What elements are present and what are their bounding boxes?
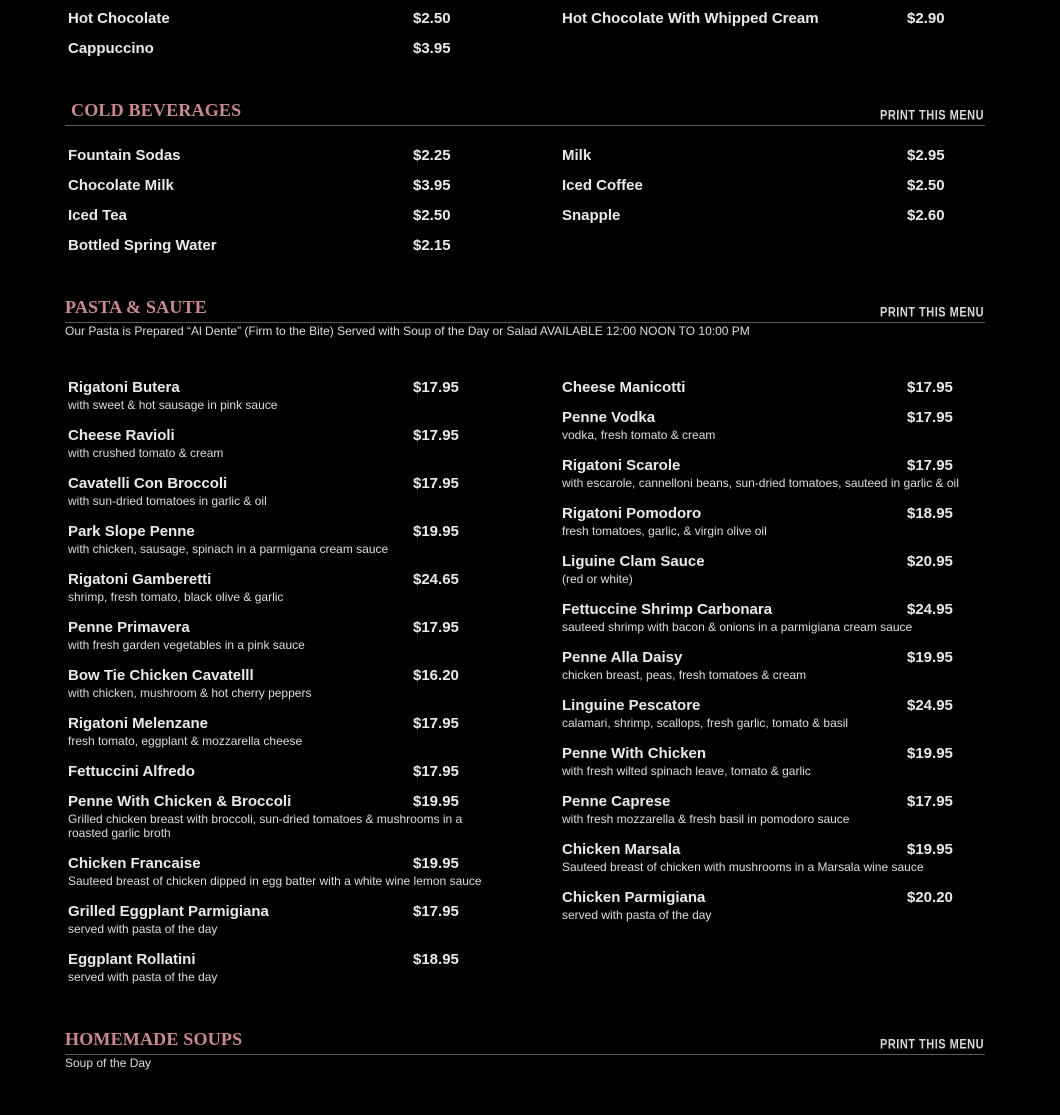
menu-item-name: Cappuccino xyxy=(68,40,154,57)
section-divider xyxy=(65,1054,985,1055)
menu-item-name: Linguine Pescatore xyxy=(562,697,701,714)
section-subtitle: Our Pasta is Prepared “Al Dente” (Firm to the Bite) Served with Soup of the Day or Salad AVAILABLE 12:00 NOON TO 10:00 PM xyxy=(65,324,750,338)
section-title: HOMEMADE SOUPS xyxy=(65,1029,243,1049)
menu-item-name: Fettuccini Alfredo xyxy=(68,763,195,780)
menu-item-desc: with sun-dried tomatoes in garlic & oil xyxy=(68,494,267,508)
menu-item-desc: with fresh garden vegetables in a pink sauce xyxy=(68,638,305,652)
section-title: COLD BEVERAGES xyxy=(71,100,242,120)
menu-item-desc: vodka, fresh tomato & cream xyxy=(562,428,716,442)
menu-item-desc: with sweet & hot sausage in pink sauce xyxy=(68,398,278,412)
menu-item-name: Iced Coffee xyxy=(562,177,643,194)
menu-item-desc: with fresh mozzarella & fresh basil in pomodoro sauce xyxy=(562,812,850,826)
menu-item-price: $19.95 xyxy=(907,649,953,666)
menu-item-desc: fresh tomato, eggplant & mozzarella cheese xyxy=(68,734,303,748)
menu-item-price: $2.95 xyxy=(907,147,945,164)
menu-item-name: Rigatoni Gamberetti xyxy=(68,571,212,588)
menu-item-desc: served with pasta of the day xyxy=(562,908,712,922)
menu-item-price: $17.95 xyxy=(413,903,459,920)
section-divider xyxy=(65,322,985,323)
menu-item-price: $19.95 xyxy=(907,841,953,858)
menu-item-name: Eggplant Rollatini xyxy=(68,951,196,968)
menu-item-name: Bow Tie Chicken Cavatelll xyxy=(68,667,254,684)
menu-item-price: $2.50 xyxy=(413,10,451,27)
menu-item-name: Fountain Sodas xyxy=(68,147,181,164)
menu-item-desc: (red or white) xyxy=(562,572,633,586)
menu-item-desc: with fresh wilted spinach leave, tomato & garlic xyxy=(562,764,811,778)
menu-item-desc: sauteed shrimp with bacon & onions in a parmigiana cream sauce xyxy=(562,620,913,634)
menu-item-name: Chocolate Milk xyxy=(68,177,174,194)
menu-item-desc: with crushed tomato & cream xyxy=(68,446,224,460)
menu-item-name: Park Slope Penne xyxy=(68,523,195,540)
menu-item-price: $17.95 xyxy=(907,457,953,474)
menu-item-name: Iced Tea xyxy=(68,207,127,224)
menu-item-name: Rigatoni Pomodoro xyxy=(562,505,702,522)
menu-item-desc: fresh tomatoes, garlic, & virgin olive oil xyxy=(562,524,767,538)
menu-item-desc: chicken breast, peas, fresh tomatoes & cream xyxy=(562,668,807,682)
menu-item-price: $18.95 xyxy=(907,505,953,522)
menu-item-price: $17.95 xyxy=(413,475,459,492)
menu-item-desc: calamari, shrimp, scallops, fresh garlic, tomato & basil xyxy=(562,716,849,730)
menu-item-name: Snapple xyxy=(562,207,621,224)
menu-item-name: Penne With Chicken & Broccoli xyxy=(68,793,292,810)
menu-item-price: $19.95 xyxy=(413,793,459,810)
menu-item-name: Liguine Clam Sauce xyxy=(562,553,705,570)
menu-item-name: Bottled Spring Water xyxy=(68,237,217,254)
menu-item-name: Penne Primavera xyxy=(68,619,190,636)
menu-item-price: $3.95 xyxy=(413,40,451,57)
menu-item-desc: Grilled chicken breast with broccoli, sun-dried tomatoes & mushrooms in a roasted garlic broth xyxy=(68,812,463,840)
menu-item-price: $18.95 xyxy=(413,951,459,968)
menu-item-price: $2.90 xyxy=(907,10,945,27)
menu-item-name: Penne Vodka xyxy=(562,409,656,426)
menu-item-price: $17.95 xyxy=(413,427,459,444)
menu-item-desc: Sauteed breast of chicken dipped in egg batter with a white wine lemon sauce xyxy=(68,874,482,888)
menu-item-desc: with chicken, mushroom & hot cherry peppers xyxy=(68,686,312,700)
menu-item-price: $19.95 xyxy=(413,523,459,540)
menu-item-price: $20.20 xyxy=(907,889,953,906)
menu-item-price: $24.65 xyxy=(413,571,459,588)
menu-item-name: Milk xyxy=(562,147,592,164)
section-title: PASTA & SAUTE xyxy=(65,297,207,317)
menu-item-name: Cheese Ravioli xyxy=(68,427,175,444)
menu-item-name: Hot Chocolate xyxy=(68,10,170,27)
print-menu-link[interactable]: PRINT THIS MENU xyxy=(880,305,985,320)
menu-item-price: $17.95 xyxy=(413,763,459,780)
menu-item-name: Hot Chocolate With Whipped Cream xyxy=(562,10,819,27)
menu-item-desc: served with pasta of the day xyxy=(68,970,218,984)
menu-item-name: Rigatoni Melenzane xyxy=(68,715,209,732)
menu-item-name: Penne With Chicken xyxy=(562,745,707,762)
menu-item-price: $17.95 xyxy=(907,379,953,396)
menu-item-price: $3.95 xyxy=(413,177,451,194)
menu-item-price: $16.20 xyxy=(413,667,459,684)
menu-item-name: Penne Caprese xyxy=(562,793,671,810)
menu-item-name: Cavatelli Con Broccoli xyxy=(68,475,228,492)
menu-item-desc: shrimp, fresh tomato, black olive & garlic xyxy=(68,590,284,604)
menu-item-name: Rigatoni Scarole xyxy=(562,457,681,474)
menu-item-price: $2.25 xyxy=(413,147,451,164)
section-divider xyxy=(65,125,985,126)
menu-item-price: $17.95 xyxy=(907,409,953,426)
menu-item-price: $24.95 xyxy=(907,697,953,714)
menu-item-desc: Sauteed breast of chicken with mushrooms in a Marsala wine sauce xyxy=(562,860,924,874)
menu-item-price: $17.95 xyxy=(413,619,459,636)
print-menu-link[interactable]: PRINT THIS MENU xyxy=(880,1037,985,1052)
menu-item-desc: with escarole, cannelloni beans, sun-dried tomatoes, sauteed in garlic & oil xyxy=(562,476,959,490)
menu-item-name: Chicken Marsala xyxy=(562,841,681,858)
menu-item-desc: served with pasta of the day xyxy=(68,922,218,936)
menu-item-price: $2.15 xyxy=(413,237,451,254)
menu-item-price: $19.95 xyxy=(907,745,953,762)
print-menu-link[interactable]: PRINT THIS MENU xyxy=(880,108,985,123)
menu-item-name: Cheese Manicotti xyxy=(562,379,686,396)
menu-item-name: Grilled Eggplant Parmigiana xyxy=(68,903,269,920)
menu-item-name: Chicken Francaise xyxy=(68,855,201,872)
menu-item-name: Chicken Parmigiana xyxy=(562,889,706,906)
menu-item-name: Fettuccine Shrimp Carbonara xyxy=(562,601,773,618)
menu-item-name: Penne Alla Daisy xyxy=(562,649,683,666)
menu-item-price: $17.95 xyxy=(413,715,459,732)
menu-item-name: Rigatoni Butera xyxy=(68,379,180,396)
menu-item-price: $17.95 xyxy=(413,379,459,396)
menu-item-price: $2.50 xyxy=(413,207,451,224)
menu-item-price: $24.95 xyxy=(907,601,953,618)
menu-item-price: $19.95 xyxy=(413,855,459,872)
menu-item-price: $2.60 xyxy=(907,207,945,224)
section-subtitle: Soup of the Day xyxy=(65,1056,152,1070)
menu-item-price: $2.50 xyxy=(907,177,945,194)
menu-item-price: $17.95 xyxy=(907,793,953,810)
menu-item-price: $20.95 xyxy=(907,553,953,570)
menu-item-desc: with chicken, sausage, spinach in a parmigana cream sauce xyxy=(68,542,389,556)
